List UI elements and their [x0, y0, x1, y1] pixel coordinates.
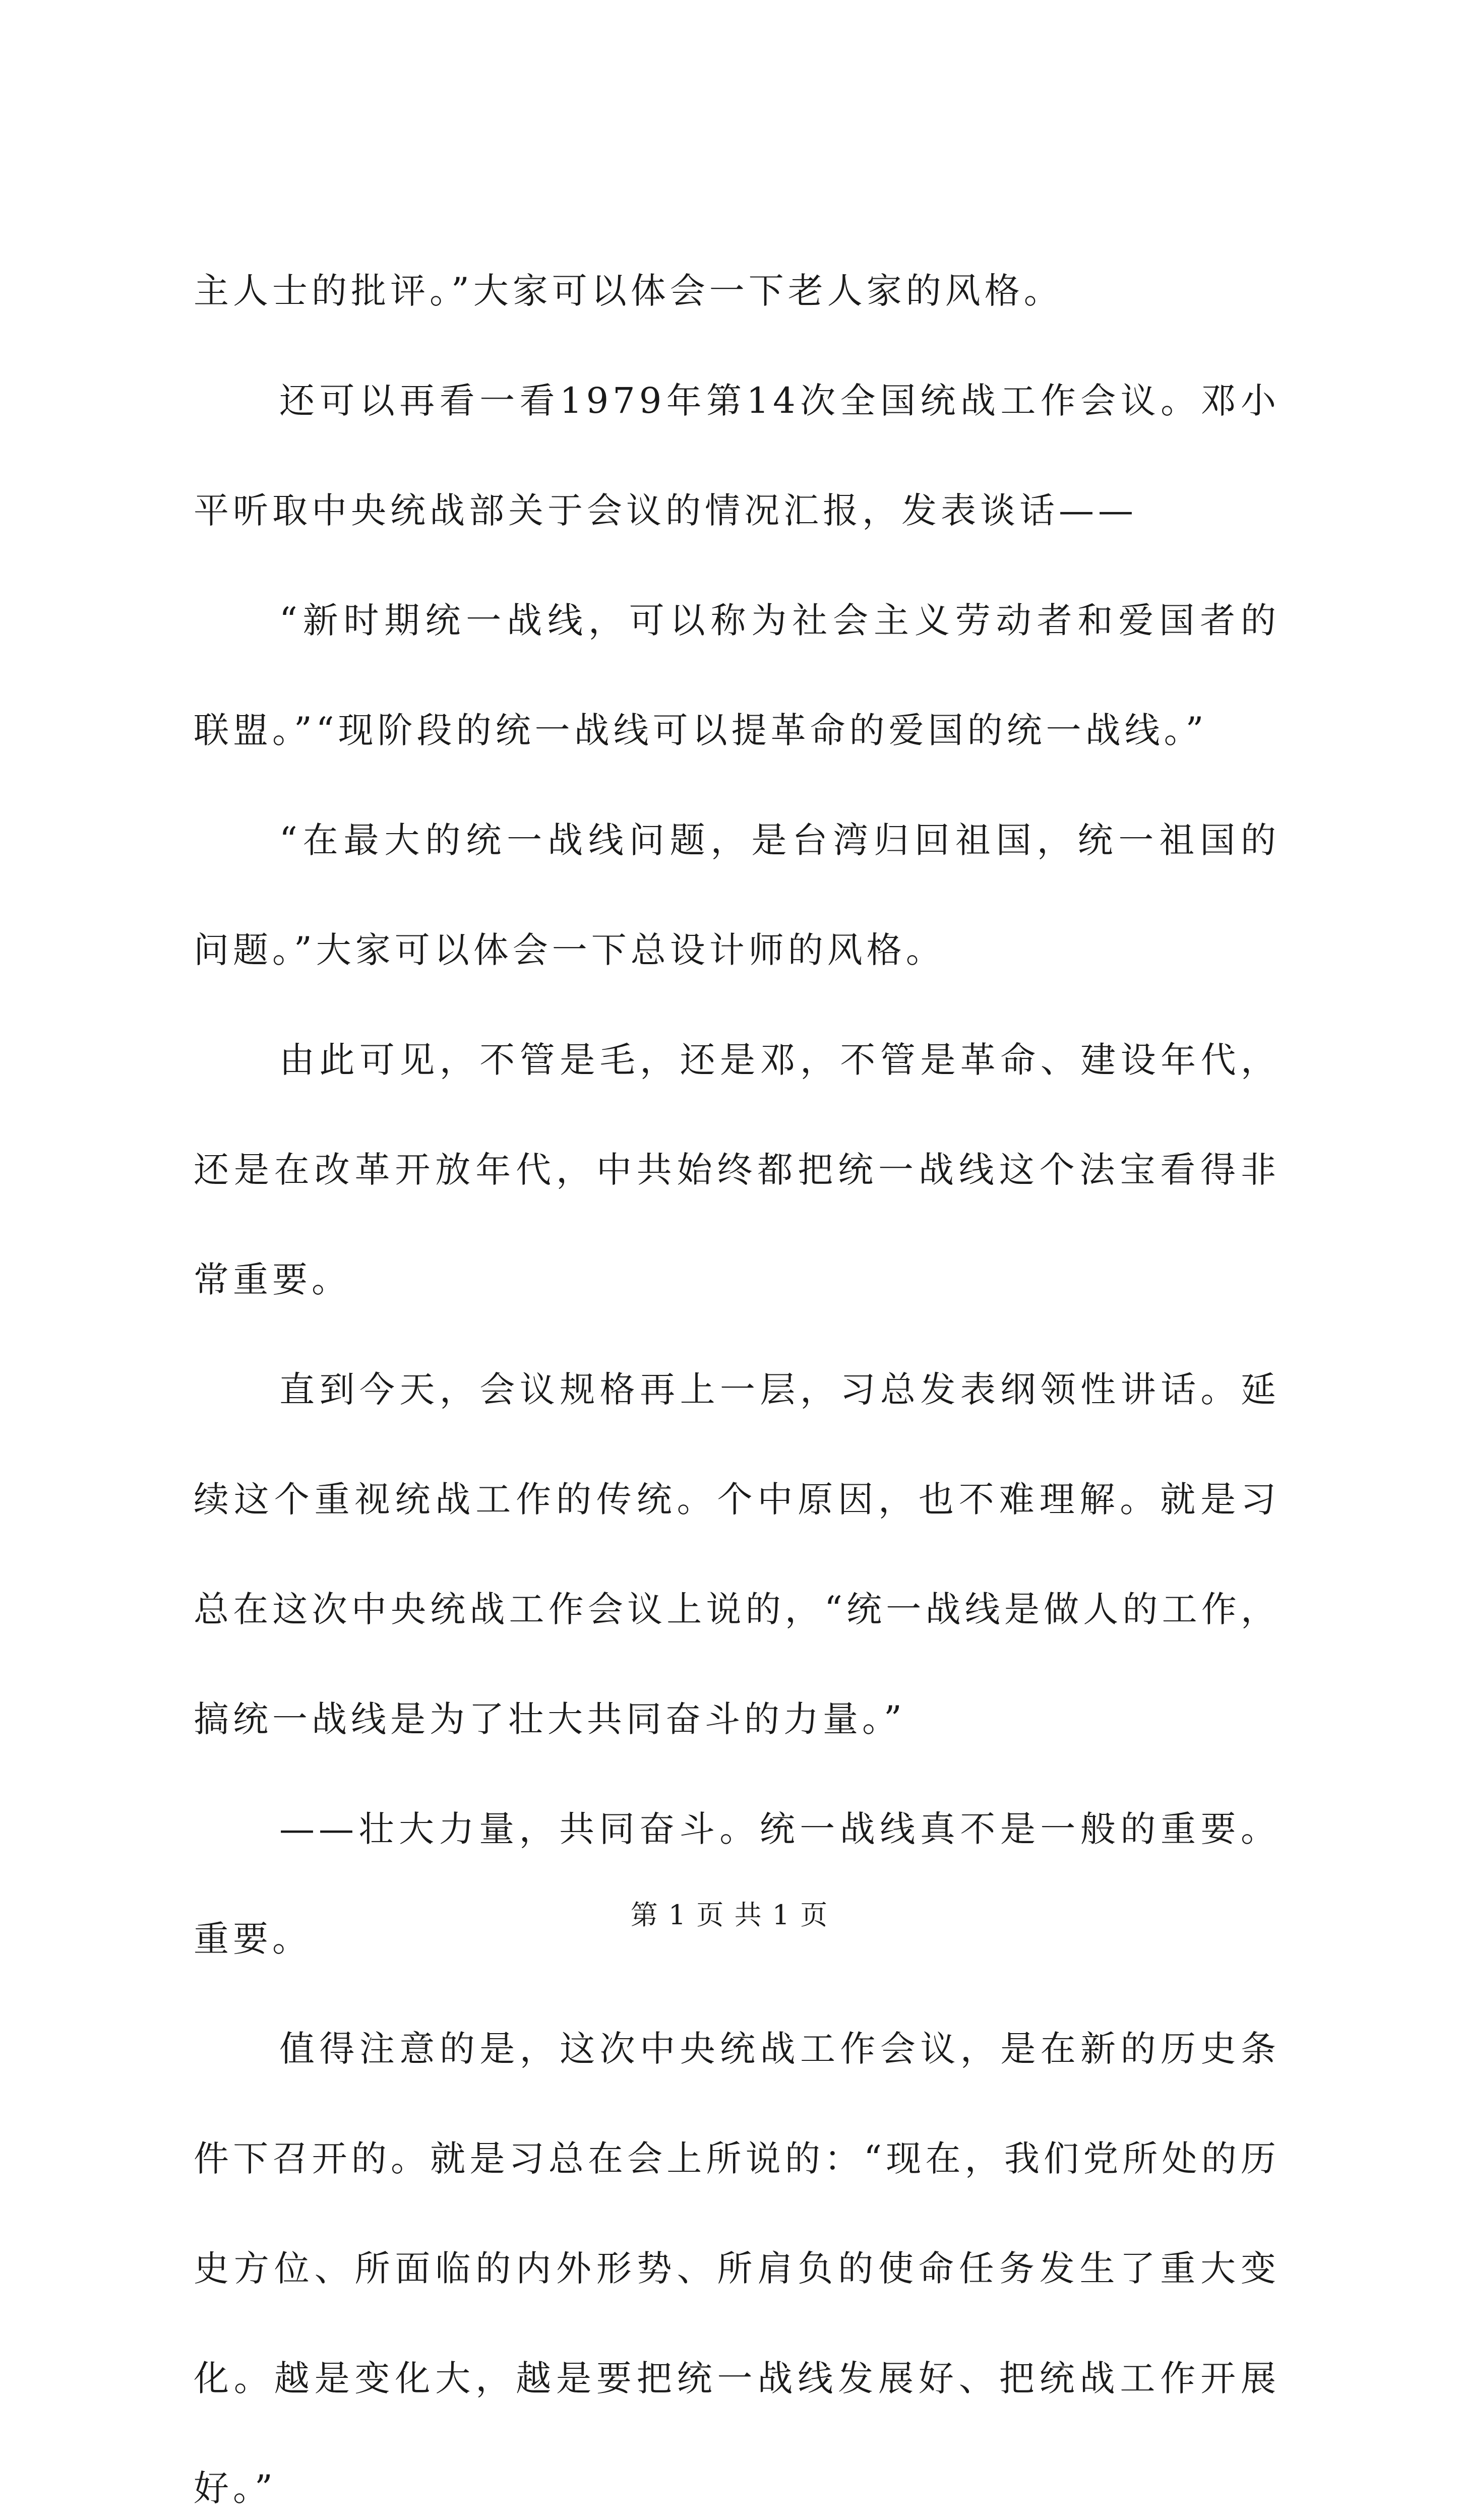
paragraph-5: 由此可见，不管是毛，还是邓，不管是革命、建设年代，还是在改革开放年代，中共始终都把统一战线这个法宝看得非常重要。: [194, 1039, 1280, 1300]
page-footer: 第 1 页 共 1 页: [630, 1899, 829, 1931]
paragraph-4: “在最大的统一战线问题，是台湾归回祖国，统一祖国的问题。”大家可以体会一下总设计师的风格。: [194, 820, 1280, 971]
paragraph-7: ——壮大力量，共同奋斗。统一战线真不是一般的重要。重要。: [194, 1808, 1280, 1960]
paragraph-1: 主人士的批评。”大家可以体会一下老人家的风格。: [194, 270, 1063, 311]
paragraph-2: 还可以再看一看1979年第14次全国统战工作会议。邓小平听取中央统战部关于会议的情况汇报，发表谈话——: [194, 380, 1280, 531]
paragraph-3: “新时期统一战线，可以称为社会主义劳动者和爱国者的联盟。”“现阶段的统一战线可以提革命的爱国的统一战线。”: [194, 600, 1280, 751]
paragraph-6: 直到今天，会议规格再上一层，习总发表纲领性讲话。延续这个重视统战工作的传统。个中原因，也不难理解。就是习总在这次中央统战工作会议上说的，“统一战线是做人的工作，搞统一战线是为了壮大共同奋斗的力量。”: [194, 1369, 1280, 1740]
document-body: [194, 236, 1280, 2520]
paragraph-8: 值得注意的是，这次中央统战工作会议，是在新的历史条件下召开的。就是习总在会上所说的：“现在，我们党所处的历史方位、所面临的内外形势、所肩负的使命任务发生了重大变化。越是变化大，越是要把统一战线发展好、把统战工作开展好。”: [194, 2028, 1280, 2509]
